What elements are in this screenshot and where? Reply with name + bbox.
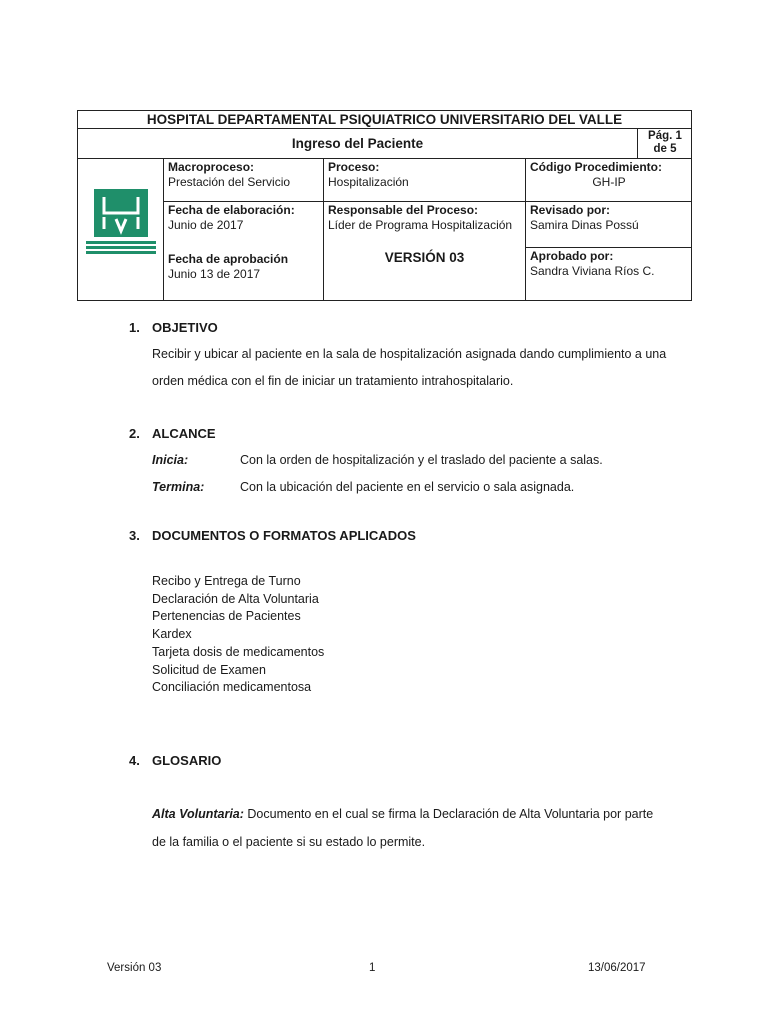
macroproceso-label: Macroproceso: xyxy=(168,160,255,174)
list-item: Tarjeta dosis de medicamentos xyxy=(152,644,325,659)
revisado-cell xyxy=(526,202,692,234)
fecha-aprobacion-cell xyxy=(164,251,323,283)
revisado-label: Revisado por: xyxy=(530,203,611,217)
glosario-term: Alta Voluntaria: xyxy=(152,807,244,821)
codigo-value: GH-IP xyxy=(592,175,626,189)
aprobado-cell xyxy=(526,248,692,280)
fecha-aprobacion-label: Fecha de aprobación xyxy=(168,252,289,266)
section-number: 4. xyxy=(129,753,140,768)
macroproceso-cell xyxy=(164,159,323,191)
inicia-label: Inicia: xyxy=(152,453,189,467)
objetivo-line2: orden médica con el fin de iniciar un tratamiento intrahospitalario. xyxy=(152,374,514,388)
objetivo-paragraph xyxy=(152,341,672,395)
revisado-value: Samira Dinas Possú xyxy=(530,218,639,232)
proceso-label: Proceso: xyxy=(328,160,380,174)
responsable-label: Responsable del Proceso: xyxy=(328,203,479,217)
fecha-elaboracion-label: Fecha de elaboración: xyxy=(168,203,295,217)
fecha-elaboracion-value: Junio de 2017 xyxy=(168,218,244,232)
section-title: GLOSARIO xyxy=(152,753,222,768)
page-indicator-line1: Pág. 1 xyxy=(648,130,682,142)
inicia-text: Con la orden de hospitalización y el traslado del paciente a salas. xyxy=(240,453,603,467)
codigo-cell xyxy=(526,159,692,191)
aprobado-label: Aprobado por: xyxy=(530,249,614,263)
list-item: Conciliación medicamentosa xyxy=(152,680,312,695)
fecha-aprobacion-value: Junio 13 de 2017 xyxy=(168,267,261,281)
list-item: Solicitud de Examen xyxy=(152,662,266,677)
glosario-line1: Documento en el cual se firma la Declaración de Alta Voluntaria por parte xyxy=(247,807,654,821)
page-indicator xyxy=(638,129,692,158)
section-documentos-heading xyxy=(129,528,416,543)
version-label: VERSIÓN 03 xyxy=(384,250,465,265)
footer-page-number: 1 xyxy=(369,962,376,974)
list-item: Pertenencias de Pacientes xyxy=(152,609,301,624)
proceso-value: Hospitalización xyxy=(328,175,409,189)
glosario-line2: de la familia o el paciente si su estado lo permite. xyxy=(152,835,426,849)
responsable-cell xyxy=(324,202,525,234)
list-item: Declaración de Alta Voluntaria xyxy=(152,591,319,606)
page-indicator-line2: de 5 xyxy=(653,143,677,155)
section-title: DOCUMENTOS O FORMATOS APLICADOS xyxy=(152,528,416,543)
documentos-list xyxy=(152,573,324,697)
footer-date: 13/06/2017 xyxy=(588,962,646,974)
responsable-value: Líder de Programa Hospitalización xyxy=(328,218,513,232)
logo-cell xyxy=(78,159,164,301)
termina-text: Con la ubicación del paciente en el servicio o sala asignada. xyxy=(240,480,575,494)
aprobado-value: Sandra Viviana Ríos C. xyxy=(530,264,655,278)
procedure-name: Ingreso del Paciente xyxy=(78,129,638,158)
hospital-name: HOSPITAL DEPARTAMENTAL PSIQUIATRICO UNIVERSITARIO DEL VALLE xyxy=(78,111,691,129)
section-number: 2. xyxy=(129,426,140,441)
section-number: 3. xyxy=(129,528,140,543)
proceso-cell xyxy=(324,159,525,191)
document-header-table xyxy=(77,110,692,301)
macroproceso-value: Prestación del Servicio xyxy=(168,175,291,189)
objetivo-line1: Recibir y ubicar al paciente en la sala de hospitalización asignada dando cumplimiento a una xyxy=(152,347,667,361)
termina-label: Termina: xyxy=(152,480,205,494)
procedure-row xyxy=(78,129,691,159)
fecha-elaboracion-cell xyxy=(164,202,323,234)
section-objetivo-heading xyxy=(129,320,218,335)
section-glosario-heading xyxy=(129,753,221,768)
section-title: OBJETIVO xyxy=(152,320,218,335)
section-number: 1. xyxy=(129,320,140,335)
section-alcance-heading xyxy=(129,426,216,441)
codigo-label: Código Procedimiento: xyxy=(530,160,662,174)
footer-version: Versión 03 xyxy=(107,962,162,974)
glosario-entry xyxy=(152,800,672,856)
list-item: Recibo y Entrega de Turno xyxy=(152,574,301,588)
section-title: ALCANCE xyxy=(152,426,216,441)
list-item: Kardex xyxy=(152,627,192,642)
